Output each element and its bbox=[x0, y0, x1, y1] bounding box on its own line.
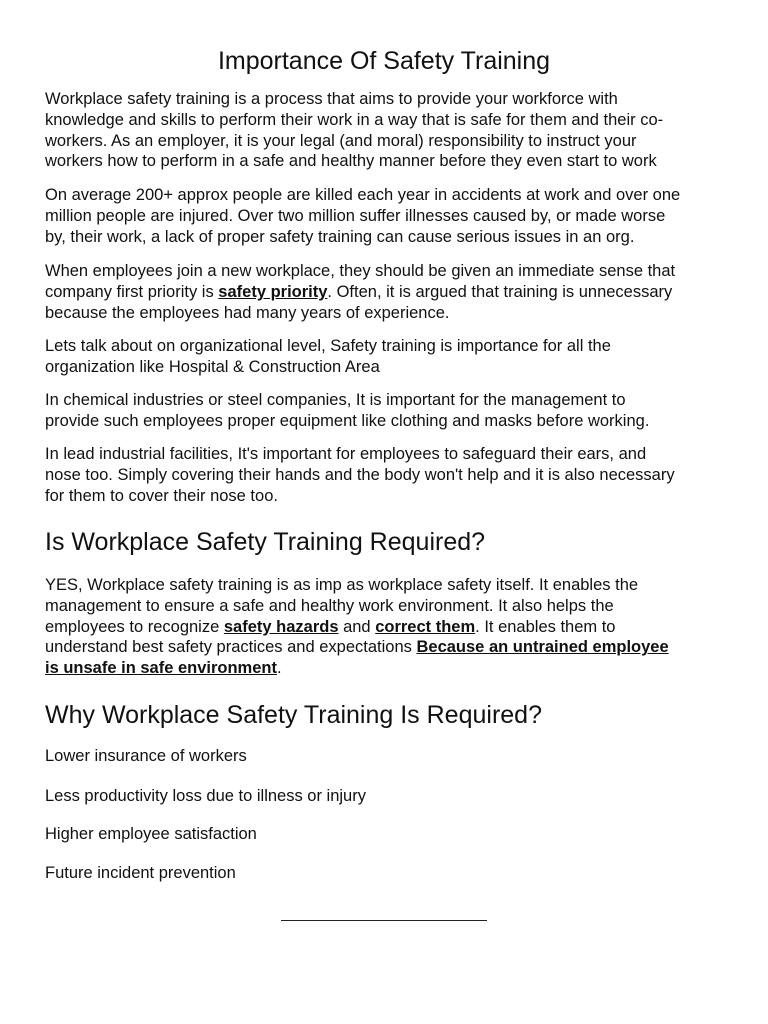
correct-them-emphasis: correct them bbox=[375, 617, 476, 636]
text-segment: . bbox=[276, 659, 282, 678]
page-title: Importance Of Safety Training bbox=[217, 47, 551, 75]
text-line: workers. As an employer, it is your legal (and moral) responsibility to instruct your bbox=[45, 131, 637, 150]
intro-paragraph-1 bbox=[45, 89, 745, 172]
text-line bbox=[45, 617, 745, 638]
text-line: by, their work, a lack of proper safety training can cause serious issues in an org. bbox=[45, 227, 635, 246]
section-heading-required: Is Workplace Safety Training Required? bbox=[45, 528, 486, 556]
list-item: Lower insurance of workers bbox=[45, 747, 247, 765]
text-line: On average 200+ approx people are killed each year in accidents at work and over one bbox=[45, 186, 681, 204]
text-line: organization like Hospital & Construction Area bbox=[45, 357, 380, 376]
text-line bbox=[45, 658, 745, 679]
text-line: nose too. Simply covering their hands and the body won't help and it is also necessary bbox=[45, 465, 675, 484]
list-item: Higher employee satisfaction bbox=[45, 825, 257, 843]
intro-paragraph-3 bbox=[45, 261, 745, 323]
text-line bbox=[45, 637, 745, 658]
text-segment: company first priority is bbox=[45, 282, 219, 301]
text-line: YES, Workplace safety training is as imp as workplace safety itself. It enables the bbox=[45, 576, 639, 594]
text-line: because the employees had many years of experience. bbox=[45, 303, 450, 322]
text-line: In chemical industries or steel companies, It is important for the management to bbox=[45, 391, 626, 409]
text-line: million people are injured. Over two million suffer illnesses caused by, or made worse bbox=[45, 206, 666, 225]
text-line: provide such employees proper equipment like clothing and masks before working. bbox=[45, 411, 650, 430]
text-line: workers how to perform in a safe and healthy manner before they even start to work bbox=[45, 152, 657, 171]
text-line: for them to cover their nose too. bbox=[45, 486, 278, 505]
safety-hazards-emphasis: safety hazards bbox=[223, 617, 339, 636]
text-line: In lead industrial facilities, It's important for employees to safeguard their ears, and bbox=[45, 445, 647, 463]
text-line: knowledge and skills to perform their work in a way that is safe for them and their co- bbox=[45, 110, 664, 129]
text-segment: and bbox=[338, 617, 376, 636]
intro-paragraph-4 bbox=[45, 336, 745, 378]
intro-paragraph-5 bbox=[45, 390, 745, 432]
intro-paragraph-2 bbox=[45, 185, 745, 247]
divider-line bbox=[281, 920, 487, 921]
list-item: Future incident prevention bbox=[45, 864, 236, 882]
section-heading-why: Why Workplace Safety Training Is Required? bbox=[45, 701, 542, 729]
required-paragraph bbox=[45, 575, 745, 679]
text-line: Lets talk about on organizational level, Safety training is importance for all the bbox=[45, 337, 611, 355]
unsafe-environment-emphasis: is unsafe in safe environment bbox=[45, 659, 277, 678]
text-segment: employees to recognize bbox=[45, 617, 224, 636]
text-segment: . It enables them to bbox=[475, 617, 616, 636]
safety-priority-emphasis: safety priority bbox=[218, 282, 328, 301]
text-segment: understand best safety practices and expectations bbox=[45, 638, 417, 657]
text-line bbox=[45, 282, 745, 303]
text-line: management to ensure a safe and healthy work environment. It also helps the bbox=[45, 596, 614, 615]
text-line: Workplace safety training is a process that aims to provide your workforce with bbox=[45, 90, 618, 108]
text-segment: . Often, it is argued that training is unnecessary bbox=[327, 282, 673, 301]
untrained-employee-emphasis: Because an untrained employee bbox=[416, 638, 669, 657]
intro-paragraph-6 bbox=[45, 444, 745, 506]
text-line: When employees join a new workplace, they should be given an immediate sense that bbox=[45, 262, 676, 280]
list-item: Less productivity loss due to illness or injury bbox=[45, 787, 366, 805]
